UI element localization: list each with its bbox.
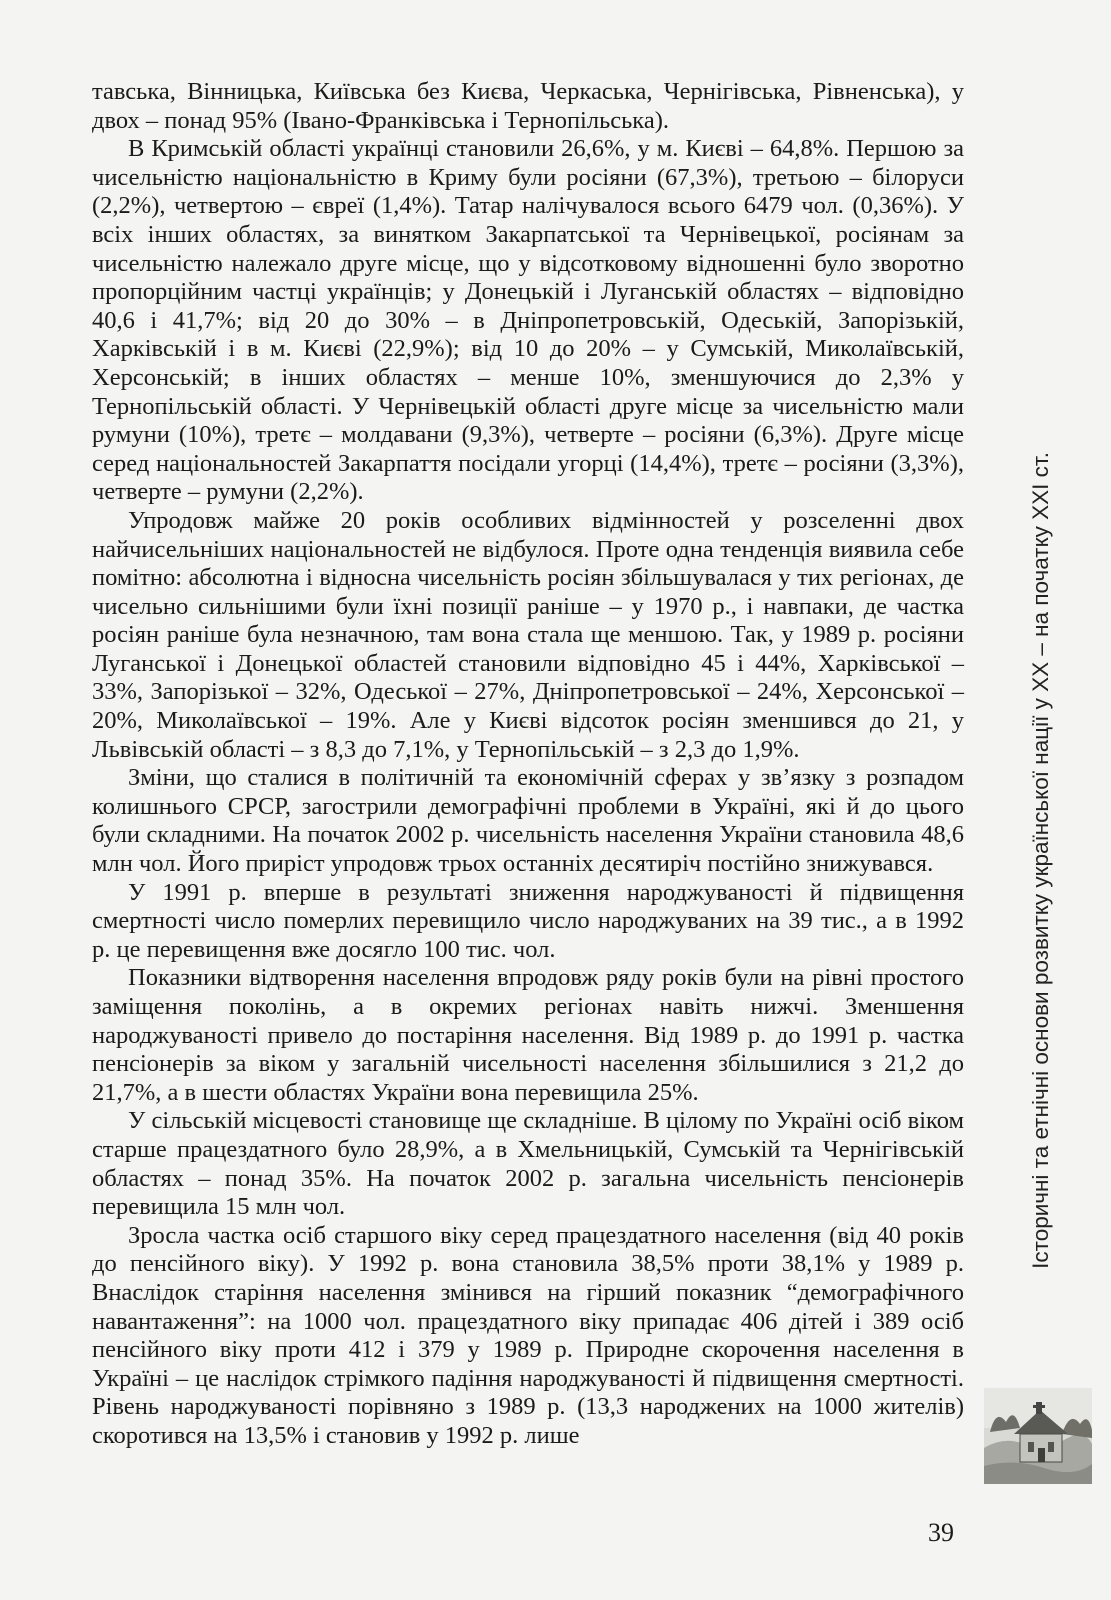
paragraph: тавська, Вінницька, Київська без Києва, Черкаська, Чернігівська, Рівненська), у двох – понад 95% (Івано-Франківська і Тернопільська). [92,78,964,134]
page-number: 39 [928,1518,954,1547]
paragraph: Показники відтворення населення впродовж ряду років були на рівні простого заміщення поколінь, а в окремих регіонах навіть нижчі. Зменшення народжуваності привело до постаріння населення. Від 1989 р. до 1991 р. частка пенсіонерів за віком у загальній чисельності населення збільшилися з 21,2 до 21,7%, а в шести областях України вона перевищила 25%. [92,964,964,1106]
paragraph: В Кримській області українці становили 26,6%, у м. Києві – 64,8%. Першою за чисельністю національністю в Криму були росіяни (67,3%), третьою – білоруси (2,2%), четвертою – євреї (1,4%). Татар налічувалося всього 6479 чол. (0,36%). У всіх інших областях, за винятком Закарпатської та Чернівецької, росіянам за чисельністю належало друге місце, що у відсотковому відношенні було зворотно пропорційним частці українців; у Донецькій і Луганській областях – відповідно 40,6 і 41,7%; від 20 до 30% – в Дніпропетровській, Одеській, Запорізькій, Харківській і в м. Києві (22,9%); від 10 до 20% – у Сумській, Миколаївській, Херсонській; в інших областях – менше 10%, зменшуючися до 2,3% у Тернопільській області. У Чернівецькій області друге місце за чисельністю мали румуни (10%), третє – молдавани (9,3%), четверте – росіяни (6,3%). Друге місце серед національностей Закарпаття посідали угорці (14,4%), третє – росіяни (3,3%), четверте – румуни (2,2%). [92,135,964,506]
running-title-text: Історичні та етнічні основи розвитку української нації у XX – на початку XXI ст. [1028,451,1053,1269]
body-text [92,78,964,1451]
paragraph: Упродовж майже 20 років особливих відмінностей у розселенні двох найчисельніших національностей не відбулося. Проте одна тенденція виявила себе помітно: абсолютна і відносна чисельність росіян збільшувалася у тих регіонах, де чисельно сильнішими були їхні позиції раніше – у 1970 р., і навпаки, де частка росіян раніше була незначною, там вона стала ще меншою. Так, у 1989 р. росіяни Луганської і Донецької областей становили відповідно 45 і 44%, Харківської – 33%, Запорізької – 32%, Одеської – 27%, Дніпропетровської – 24%, Херсонської – 20%, Миколаївської – 19%. Але у Києві відсоток росіян зменшився до 21, у Львівській області – з 8,3 до 7,1%, у Тернопільській – з 2,3 до 1,9%. [92,506,964,763]
paragraph: У сільській місцевості становище ще складніше. В цілому по Україні осіб віком старше працездатного було 28,9%, а в Хмельницькій, Сумській та Чернігівській областях – понад 35%. На початок 2002 р. загальна чисельність пенсіонерів перевищила 15 млн чол. [92,1107,964,1221]
paragraph: Зміни, що сталися в політичній та економічній сферах у зв’язку з розпадом колишнього СРСР, загострили демографічні проблеми в Україні, які й до цього були складними. На початок 2002 р. чисельність населення України становила 48,6 млн чол. Його приріст упродовж трьох останніх десятиріч постійно знижувався. [92,764,964,878]
paragraph: У 1991 р. вперше в результаті зниження народжуваності й підвищення смертності число померлих перевищило число народжуваних на 39 тис., а в 1992 р. це перевищення вже досягло 100 тис. чол. [92,878,964,963]
paragraph: Зросла частка осіб старшого віку серед працездатного населення (від 40 років до пенсійного віку). У 1992 р. вона становила 38,5% проти 38,1% у 1989 р. Внаслідок старіння населення змінився на гірший показник “демографічного навантаження”: на 1000 чол. працездатного віку припадає 406 дітей і 389 осіб пенсійного віку проти 412 і 379 у 1989 р. Природне скорочення населення в Україні – це наслідок стрімкого падіння народжуваності й підвищення смертності. Рівень народжуваності порівняно з 1989 р. (13,3 народжених на 1000 жителів) скоротився на 13,5% і становив у 1992 р. лише [92,1221,964,1449]
church-illustration [984,1388,1092,1484]
running-title [1016,360,1066,1360]
